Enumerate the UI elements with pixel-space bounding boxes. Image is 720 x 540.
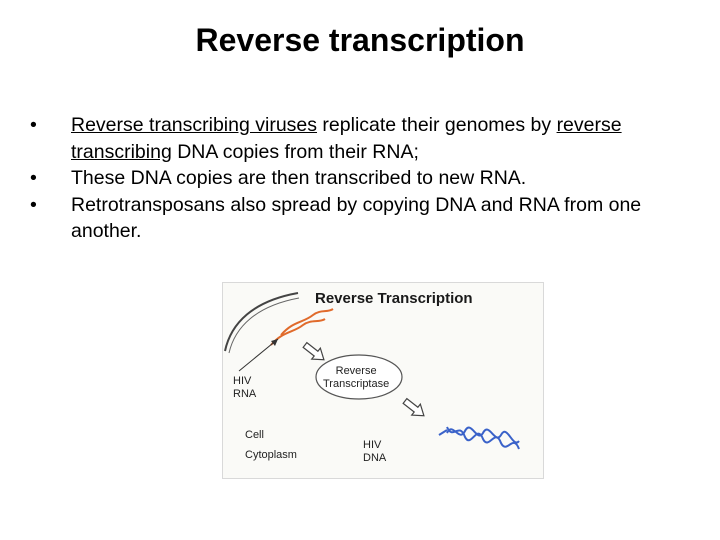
hiv-rna-label xyxy=(233,375,256,401)
bullet-text: Retrotransposans also spread by copying DNA and RNA from one another. xyxy=(71,193,642,242)
dna-strand xyxy=(447,427,519,449)
diagram-title: Reverse Transcription xyxy=(315,290,473,307)
bullet-dot: • xyxy=(30,167,37,189)
cell-membrane xyxy=(225,293,298,351)
bullet-item xyxy=(28,192,698,245)
bullet-dot: • xyxy=(30,193,37,216)
label-line: Reverse xyxy=(335,365,377,377)
label-line: Cell xyxy=(245,429,264,441)
bullet-item xyxy=(28,165,698,192)
process-arrow-icon xyxy=(401,395,429,421)
bullet-item xyxy=(28,112,698,165)
reverse-transcribing-viruses-link[interactable]: Reverse transcribing viruses xyxy=(71,114,318,136)
label-line: RNA xyxy=(233,388,257,400)
label-line: Cytoplasm xyxy=(245,449,297,461)
pointer-arrow-icon xyxy=(239,339,278,371)
reverse-transcription-diagram xyxy=(222,282,544,479)
reverse-transcriptase-label xyxy=(323,365,389,391)
label-line: HIV xyxy=(363,439,382,451)
cell-membrane-inner xyxy=(229,298,299,353)
dna-strand-tail xyxy=(439,430,447,435)
cell-cytoplasm-label xyxy=(245,425,297,465)
bullet-text: DNA copies from their RNA; xyxy=(171,140,419,163)
hiv-dna-label xyxy=(363,439,386,465)
label-line: HIV xyxy=(233,375,252,387)
bullet-dot: • xyxy=(30,114,37,136)
label-line: Transcriptase xyxy=(323,378,390,390)
slide-title: Reverse transcription xyxy=(195,22,525,58)
bullet-list xyxy=(28,112,698,245)
bullet-text: replicate their genomes by xyxy=(317,114,557,136)
reverse-transcribing-link[interactable]: reverse transcribing xyxy=(71,114,622,163)
label-line: DNA xyxy=(363,452,387,464)
process-arrow-icon xyxy=(301,339,329,365)
bullet-text: These DNA copies are then transcribed to new RNA. xyxy=(71,167,527,189)
